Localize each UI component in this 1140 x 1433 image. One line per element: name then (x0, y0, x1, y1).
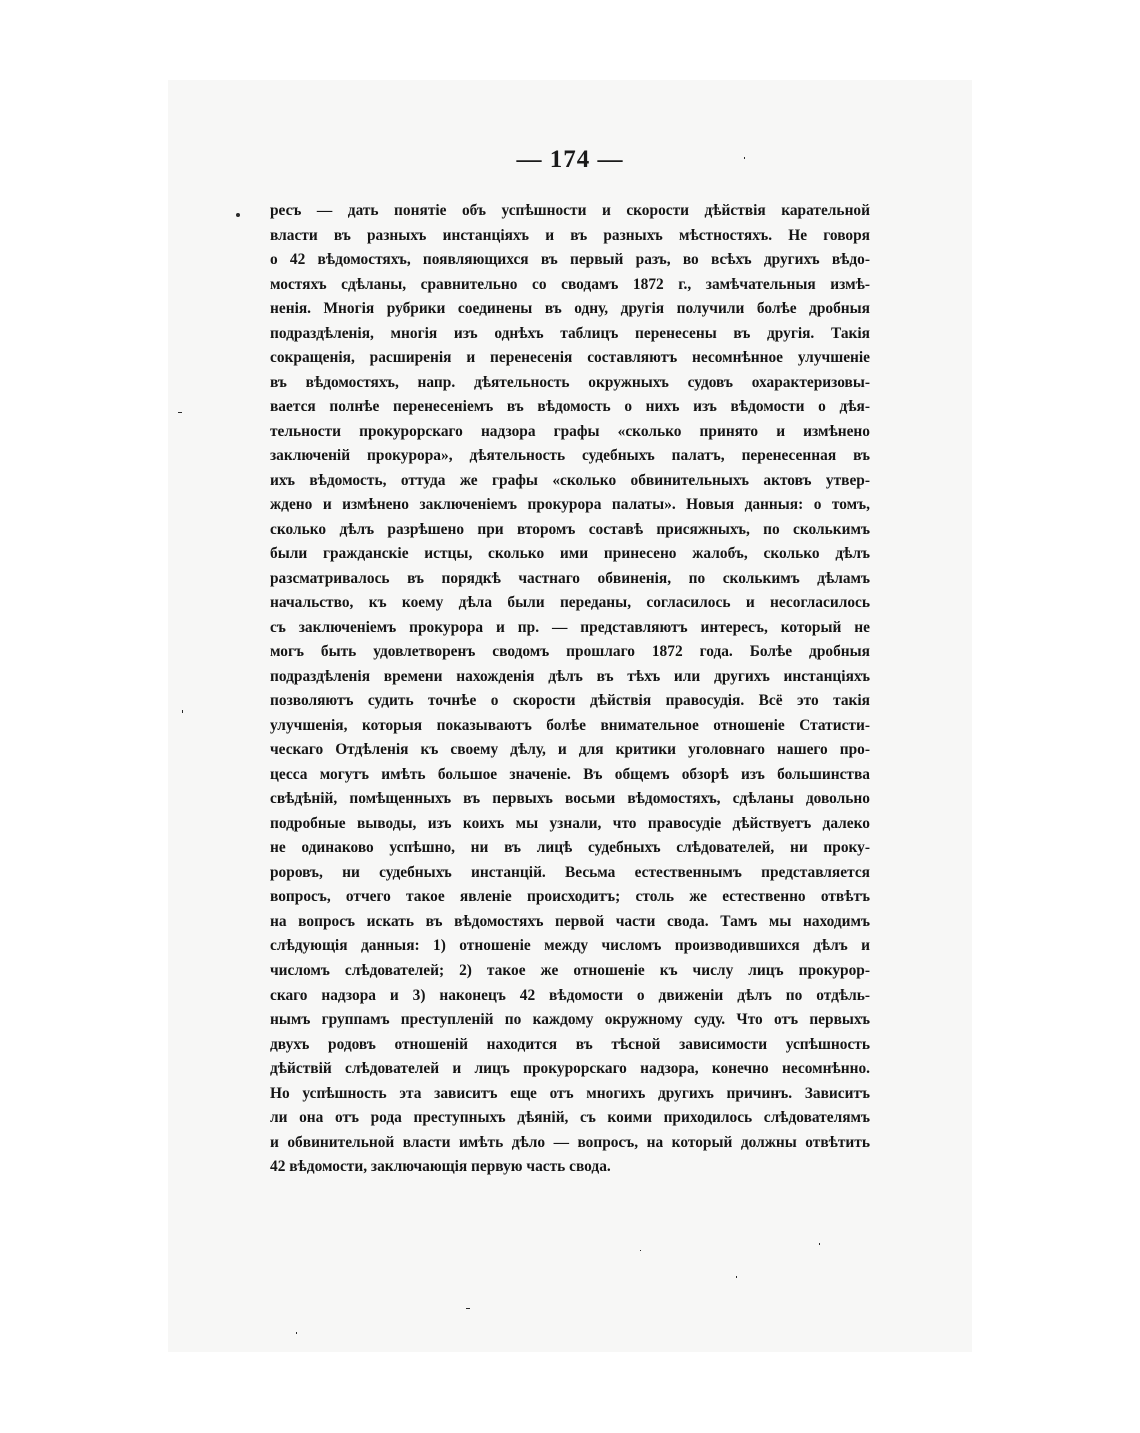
text-line: позволяютъ судить точнѣе о скорости дѣйствія правосудія. Всё это такія (270, 692, 870, 710)
text-line: сокращенія, расширенія и перенесенія составляютъ несомнѣнное улучшеніе (270, 349, 870, 367)
text-line: роровъ, ни судебныхъ инстанцій. Весьма естественнымъ представляется (270, 863, 870, 881)
text-line: 42 вѣдомости, заключающія первую часть свода. (270, 1158, 611, 1176)
text-line: мостяхъ сдѣланы, сравнительно со сводамъ 1872 г., замѣчательныя измѣ- (270, 275, 870, 293)
scan-speck (744, 157, 745, 159)
text-line: ждено и измѣнено заключеніемъ прокурора палаты». Новыя данныя: о томъ, (270, 496, 870, 514)
text-line: дѣйствій слѣдователей и лицъ прокурорскаго надзора, конечно несомнѣнно. (270, 1060, 870, 1078)
text-line: на вопросъ искать въ вѣдомостяхъ первой части свода. Тамъ мы находимъ (270, 912, 870, 930)
text-line: числомъ слѣдователей; 2) такое же отношеніе къ числу лицъ прокурор- (270, 961, 870, 979)
text-line: о 42 вѣдомостяхъ, появляющихся въ первый разъ, во всѣхъ другихъ вѣдо- (270, 251, 870, 269)
text-line: слѣдующія данныя: 1) отношеніе между числомъ производившихся дѣлъ и (270, 937, 870, 955)
text-line: могъ быть удовлетворенъ сводомъ прошлаго 1872 года. Болѣе дробныя (270, 643, 870, 661)
text-line: ненія. Многія рубрики соединены въ одну, другія получили болѣе дробныя (270, 300, 870, 318)
scan-speck (296, 1332, 297, 1334)
text-line: ческаго Отдѣленія къ своему дѣлу, и для критики уголовнаго нашего про- (270, 741, 870, 759)
text-line: вается полнѣе перенесеніемъ въ вѣдомость о нихъ изъ вѣдомости о дѣя- (270, 398, 870, 416)
scan-speck (640, 1250, 641, 1251)
text-line: съ заключеніемъ прокурора и пр. — представляютъ интересъ, который не (270, 618, 870, 636)
text-line: ресъ — дать понятіе объ успѣшности и скорости дѣйствія карательной (270, 202, 870, 219)
text-line: Но успѣшность эта зависитъ еще отъ многихъ другихъ причинъ. Зависитъ (270, 1084, 870, 1102)
text-line: сколько дѣлъ разрѣшено при второмъ составѣ присяжныхъ, по сколькимъ (270, 520, 870, 538)
text-line: разсматривалось въ порядкѣ частнаго обвиненія, по сколькимъ дѣламъ (270, 569, 870, 587)
text-line: ихъ вѣдомость, оттуда же графы «сколько обвинительныхъ актовъ утвер- (270, 471, 870, 489)
text-line: нымъ группамъ преступленій по каждому окружному суду. Что отъ первыхъ (270, 1011, 870, 1029)
text-line: подраздѣленія времени нахожденія дѣлъ въ тѣхъ или другихъ инстанціяхъ (270, 667, 870, 685)
text-line: ли она отъ рода преступныхъ дѣяній, съ коими приходилось слѣдователямъ (270, 1109, 870, 1127)
scan-speck (819, 1243, 820, 1245)
scan-speck (236, 213, 240, 217)
text-line: въ вѣдомостяхъ, напр. дѣятельность окружныхъ судовъ охарактеризовы- (270, 373, 870, 391)
scan-speck (466, 1308, 470, 1309)
text-line: и обвинительной власти имѣть дѣло — вопросъ, на который должны отвѣтить (270, 1133, 870, 1151)
text-line: скаго надзора и 3) наконецъ 42 вѣдомости о движеніи дѣлъ по отдѣль- (270, 986, 870, 1004)
text-line: подробные выводы, изъ коихъ мы узнали, что правосудіе дѣйствуетъ далеко (270, 814, 870, 832)
text-line: двухъ родовъ отношеній находится въ тѣсной зависимости успѣшность (270, 1035, 870, 1053)
text-line: тельности прокурорскаго надзора графы «сколько принято и измѣнено (270, 422, 870, 440)
text-line: подраздѣленія, многія изъ однѣхъ таблицъ перенесены въ другія. Такія (270, 324, 870, 342)
scan-speck (178, 412, 182, 413)
text-line: не одинаково успѣшно, ни въ лицѣ судебныхъ слѣдователей, ни проку- (270, 839, 870, 857)
text-line: начальство, къ коему дѣла были переданы, согласилось и несогласилось (270, 594, 870, 612)
text-line: власти въ разныхъ инстанціяхъ и въ разныхъ мѣстностяхъ. Не говоря (270, 226, 870, 244)
text-line: заключеній прокурора», дѣятельность судебныхъ палатъ, перенесенная въ (270, 447, 870, 465)
page-number: — 174 — (516, 146, 624, 173)
text-line: были гражданскіе истцы, сколько ими принесено жалобъ, сколько дѣлъ (270, 545, 870, 563)
text-line: вопросъ, отчего такое явленіе происходитъ; столь же естественно отвѣтъ (270, 888, 870, 906)
scan-speck (182, 710, 183, 713)
text-line: свѣдѣній, помѣщенныхъ въ первыхъ восьми вѣдомостяхъ, сдѣланы довольно (270, 790, 870, 808)
body-text (270, 199, 870, 1180)
text-line: улучшенія, которыя показываютъ болѣе внимательное отношеніе Статисти- (270, 716, 870, 734)
scan-speck (736, 1276, 737, 1278)
text-line: цесса могутъ имѣть большое значеніе. Въ общемъ обзорѣ изъ большинства (270, 765, 870, 783)
